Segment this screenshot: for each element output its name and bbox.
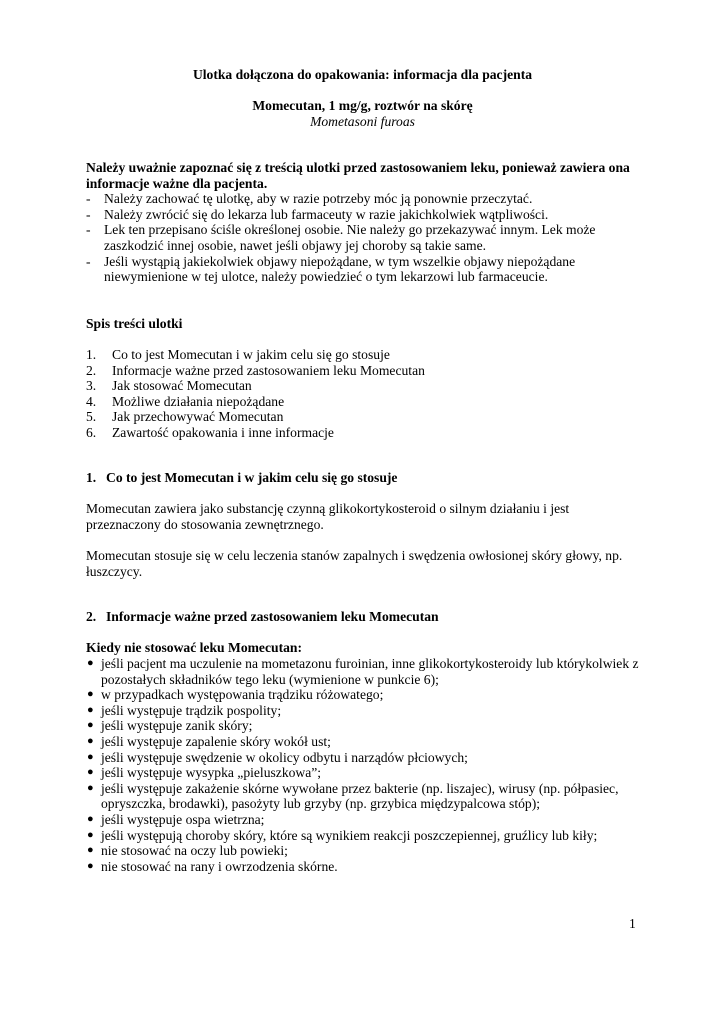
toc-item-text: Co to jest Momecutan i w jakim celu się go stosuje: [112, 347, 390, 362]
toc-heading: Spis treści ulotki: [86, 316, 183, 331]
section1-heading: [86, 470, 646, 486]
toc-item: [86, 347, 646, 363]
toc-item-text: Zawartość opakowania i inne informacje: [112, 424, 334, 440]
active-substance: Mometasoni furoas: [310, 114, 415, 129]
section1-paragraph-1: Momecutan zawiera jako substancję czynną glikokortykosteroid o silnym działaniu i jest przeznaczony do stosowania zewnętrznego.: [86, 501, 570, 532]
leaflet-title: Ulotka dołączona do opakowania: informacja dla pacjenta: [192, 67, 533, 82]
bullet-icon: ●: [87, 859, 94, 872]
bullet-icon: ●: [87, 844, 94, 857]
toc-item-number: 4.: [86, 393, 97, 409]
bullet-icon: ●: [87, 688, 94, 701]
toc-item: [86, 409, 646, 425]
toc-item-text: Jak stosować Momecutan: [112, 378, 252, 394]
toc-item-number: 2.: [86, 362, 97, 378]
toc-item: [86, 425, 646, 441]
list-item: ● jeśli pacjent ma uczulenie na mometazonu furoinian, inne glikokortykosteroidy lub którykolwiek z pozostałych składników tego leku (wymienione w punkcie 6);: [87, 656, 639, 687]
list-item: ● jeśli występuje trądzik pospolity;: [87, 702, 282, 718]
warning-item: - Lek ten przepisano ściśle określonej osobie. Nie należy go przekazywać innym. Lek może zaszkodzić innej osobie, nawet jeśli objawy jej choroby są takie same.: [86, 222, 646, 253]
section2-number: 2.: [86, 609, 97, 624]
toc-item-number: 6.: [86, 424, 97, 440]
toc-list: [86, 347, 646, 441]
bullet-icon: ●: [87, 828, 94, 841]
bullet-icon: ●: [87, 766, 94, 779]
list-item: ● jeśli występuje zakażenie skórne wywołane przez bakterie (np. liszajec), wirusy (np. półpasiec, opryszczka, brodawki), pasożyty lub grzyby (np. grzybica międzypalcowa stóp);: [87, 780, 619, 812]
list-item: ● jeśli występuje swędzenie w okolicy odbytu i narządów płciowych;: [87, 749, 468, 765]
section2-subheading: Kiedy nie stosować leku Momecutan:: [86, 640, 302, 655]
bullet-icon: ●: [87, 750, 94, 763]
toc-item: [86, 394, 646, 410]
list-item: ● jeśli występuje zapalenie skóry wokół ust;: [87, 733, 331, 749]
bullet-icon: ●: [87, 734, 94, 747]
toc-item-text: Możliwe działania niepożądane: [112, 393, 285, 409]
toc-item-number: 3.: [86, 378, 97, 394]
warning-list: [86, 191, 646, 285]
list-item: ● nie stosować na oczy lub powieki;: [87, 843, 288, 859]
section1-paragraph-2: Momecutan stosuje się w celu leczenia stanów zapalnych i swędzenia owłosionej skóry głowy, np. łuszczycy.: [86, 548, 623, 579]
section2-title: Informacje ważne przed zastosowaniem leku Momecutan: [106, 609, 439, 624]
bullet-icon: ●: [87, 719, 94, 732]
warning-item: - Należy zachować tę ulotkę, aby w razie potrzeby móc ją ponownie przeczytać.: [86, 191, 646, 207]
bullet-icon: ●: [87, 781, 94, 794]
warning-block: [86, 160, 646, 285]
section1-title: Co to jest Momecutan i w jakim celu się go stosuje: [106, 470, 398, 485]
toc-item-text: Jak przechowywać Momecutan: [112, 409, 284, 425]
bullet-icon: ●: [87, 703, 94, 716]
toc-list-block: [86, 347, 646, 441]
product-name: Momecutan, 1 mg/g, roztwór na skórę: [252, 98, 473, 113]
toc-item-number: 5.: [86, 409, 97, 425]
warning-item: - Należy zwrócić się do lekarza lub farmaceuty w razie jakichkolwiek wątpliwości.: [86, 207, 646, 223]
toc-item: [86, 378, 646, 394]
section2-heading: [86, 609, 646, 625]
contraindications-list: [86, 656, 646, 874]
bullet-icon: ●: [87, 657, 94, 669]
list-item: ● jeśli występuje ospa wietrzna;: [87, 811, 265, 827]
page-number: 1: [629, 916, 636, 931]
warning-item: - Jeśli wystąpią jakiekolwiek objawy niepożądane, w tym wszelkie objawy niepożądane niewymienione w tej ulotce, należy powiedzieć o tym lekarzowi lub farmaceucie.: [86, 254, 646, 285]
list-item: ● jeśli występuje zanik skóry;: [87, 718, 253, 734]
list-item: ● jeśli występują choroby skóry, które są wynikiem reakcji poszczepiennej, gruźlicy lub kiły;: [87, 827, 598, 843]
section1-number: 1.: [86, 470, 97, 485]
list-item: ● nie stosować na rany i owrzodzenia skórne.: [87, 858, 338, 874]
list-item: ● w przypadkach występowania trądziku różowatego;: [87, 687, 384, 703]
contraindications-block: [86, 656, 646, 874]
bullet-icon: ●: [87, 812, 94, 825]
toc-item-number: 1.: [86, 347, 97, 362]
toc-item: [86, 363, 646, 379]
warning-intro: Należy uważnie zapoznać się z treścią ulotki przed zastosowaniem leku, ponieważ zawiera ona informacje ważne dla pacjenta.: [86, 160, 630, 191]
toc-item-text: Informacje ważne przed zastosowaniem leku Momecutan: [112, 362, 425, 378]
list-item: ● jeśli występuje wysypka „pieluszkowa”;: [87, 765, 322, 781]
